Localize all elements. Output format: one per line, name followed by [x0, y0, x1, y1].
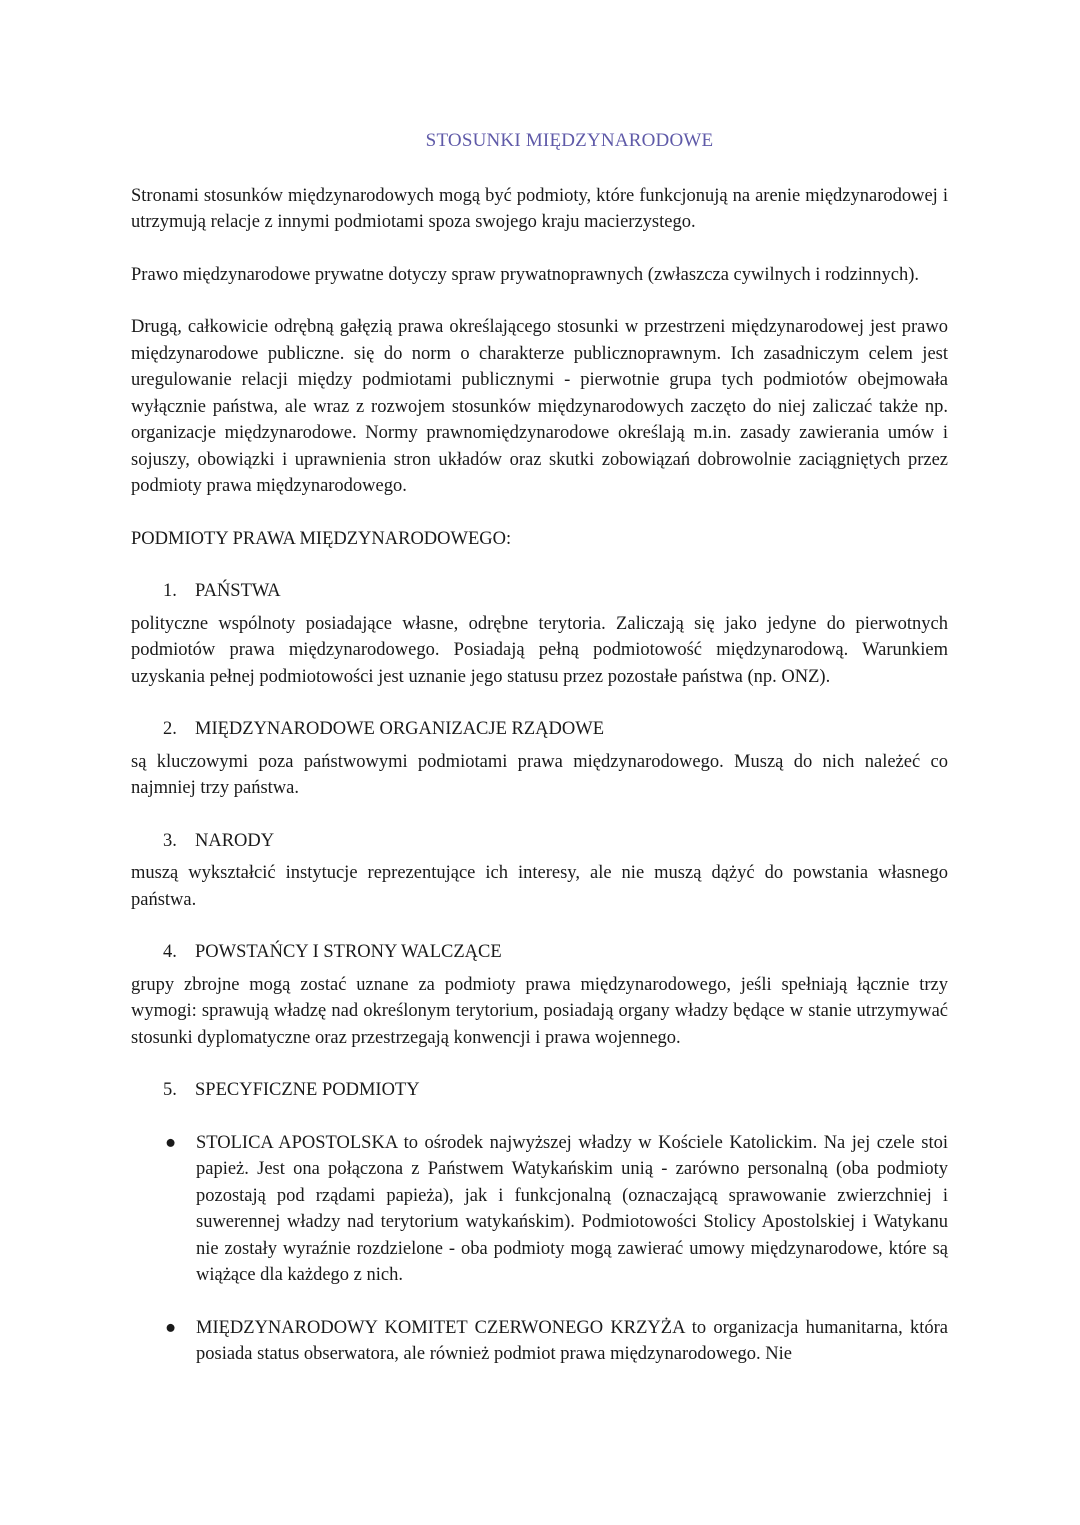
- list-item-heading: [131, 828, 948, 855]
- bullet-dot-icon: ●: [165, 1317, 177, 1338]
- list-item-title: POWSTAŃCY I STRONY WALCZĄCE: [195, 942, 502, 962]
- list-item-description: są kluczowymi poza państwowymi podmiotami prawa międzynarodowego. Muszą do nich należeć co najmniej trzy państwa.: [131, 751, 948, 798]
- list-item-title: SPECYFICZNE PODMIOTY: [195, 1080, 420, 1100]
- list-item-description: grupy zbrojne mogą zostać uznane za podmioty prawa międzynarodowego, jeśli spełniają łącznie trzy wymogi: sprawują władzę nad określonym terytorium, posiadają organy władzy będące w stanie utrzymywać stosunki dyplomatyczne oraz przestrzegają konwencji i prawa wojennego.: [131, 974, 948, 1048]
- bullet-dot-icon: ●: [165, 1132, 177, 1153]
- list-item-heading: [131, 939, 948, 966]
- list-item-title: NARODY: [195, 830, 275, 851]
- document-title: STOSUNKI MIĘDZYNARODOWE: [425, 130, 714, 151]
- list-item-number: 1.: [163, 581, 177, 601]
- document-body: [131, 128, 948, 1394]
- paragraph-public-law: Drugą, całkowicie odrębną gałęzią prawa określającego stosunki w przestrzeni międzynarodowej jest prawo międzynarodowe publiczne. się do norm o charakterze publicznoprawnym. Ich zasadniczym celem jest uregulowanie relacji między podmiotami publicznymi - pierwotnie grupa tych podmiotów obejmowała wyłącznie państwa, ale wraz z rozwojem stosunków międzynarodowych zaczęto do niej zaliczać także np. organizacje międzynarodowe. Normy prawnomiędzynarodowe określają m.in. zasady zawierania umów i sojuszy, obowiązki i uprawnienia stron układów oraz skutki zobowiązań dobrowolnie zaciągniętych przez podmioty prawa międzynarodowego.: [131, 317, 948, 496]
- bullet-item: [131, 1130, 948, 1289]
- list-item-heading: [131, 716, 948, 743]
- list-item-heading: [131, 578, 948, 605]
- list-item-description: polityczne wspólnoty posiadające własne, odrębne terytoria. Zaliczają się jako jedyne do pierwotnych podmiotów prawa międzynarodowego. Posiadają pełną podmiotowość międzynarodową. Warunkiem uzyskania pełnej podmiotowości jest uznanie jego statusu przez pozostałe państwa (np. ONZ).: [131, 613, 948, 687]
- list-item-title: PAŃSTWA: [195, 581, 281, 601]
- list-item-number: 5.: [163, 1080, 177, 1100]
- list-item-number: 3.: [163, 830, 177, 851]
- list-item-number: 2.: [163, 719, 177, 739]
- list-item-description: muszą wykształcić instytucje reprezentujące ich interesy, ale nie muszą dążyć do powstania własnego państwa.: [131, 863, 948, 910]
- paragraph-intro: Stronami stosunków międzynarodowych mogą być podmioty, które funkcjonują na arenie międzynarodowej i utrzymują relacje z innymi podmiotami spoza swojego kraju macierzystego.: [131, 185, 948, 232]
- bullet-item: [131, 1315, 948, 1368]
- list-item-number: 4.: [163, 942, 177, 962]
- bullet-text: MIĘDZYNARODOWY KOMITET CZERWONEGO KRZYŻA to organizacja humanitarna, która posiada status obserwatora, ale również podmiot prawa międzynarodowego. Nie: [196, 1317, 948, 1364]
- paragraph-private-law: Prawo międzynarodowe prywatne dotyczy spraw prywatnoprawnych (zwłaszcza cywilnych i rodzinnych).: [131, 264, 920, 285]
- section-heading: PODMIOTY PRAWA MIĘDZYNARODOWEGO:: [131, 528, 512, 549]
- list-item-heading: [131, 1077, 948, 1104]
- list-item-title: MIĘDZYNARODOWE ORGANIZACJE RZĄDOWE: [195, 719, 605, 739]
- bullet-text: STOLICA APOSTOLSKA to ośrodek najwyższej władzy w Kościele Katolickim. Na jej czele stoi papież. Jest ona połączona z Państwem Watykańskim unią - zarówno personalną (oba podmioty pozostają pod rządami papieża), jak i funkcjonalną (oznaczającą sprawowanie zwierzchniej i suwerennej władzy nad terytorium watykańskim). Podmiotowości Stolicy Apostolskiej i Watykanu nie zostały wyraźnie rozdzielone - oba podmioty mogą zawierać umowy międzynarodowe, które są wiążące dla każdego z nich.: [196, 1132, 948, 1285]
